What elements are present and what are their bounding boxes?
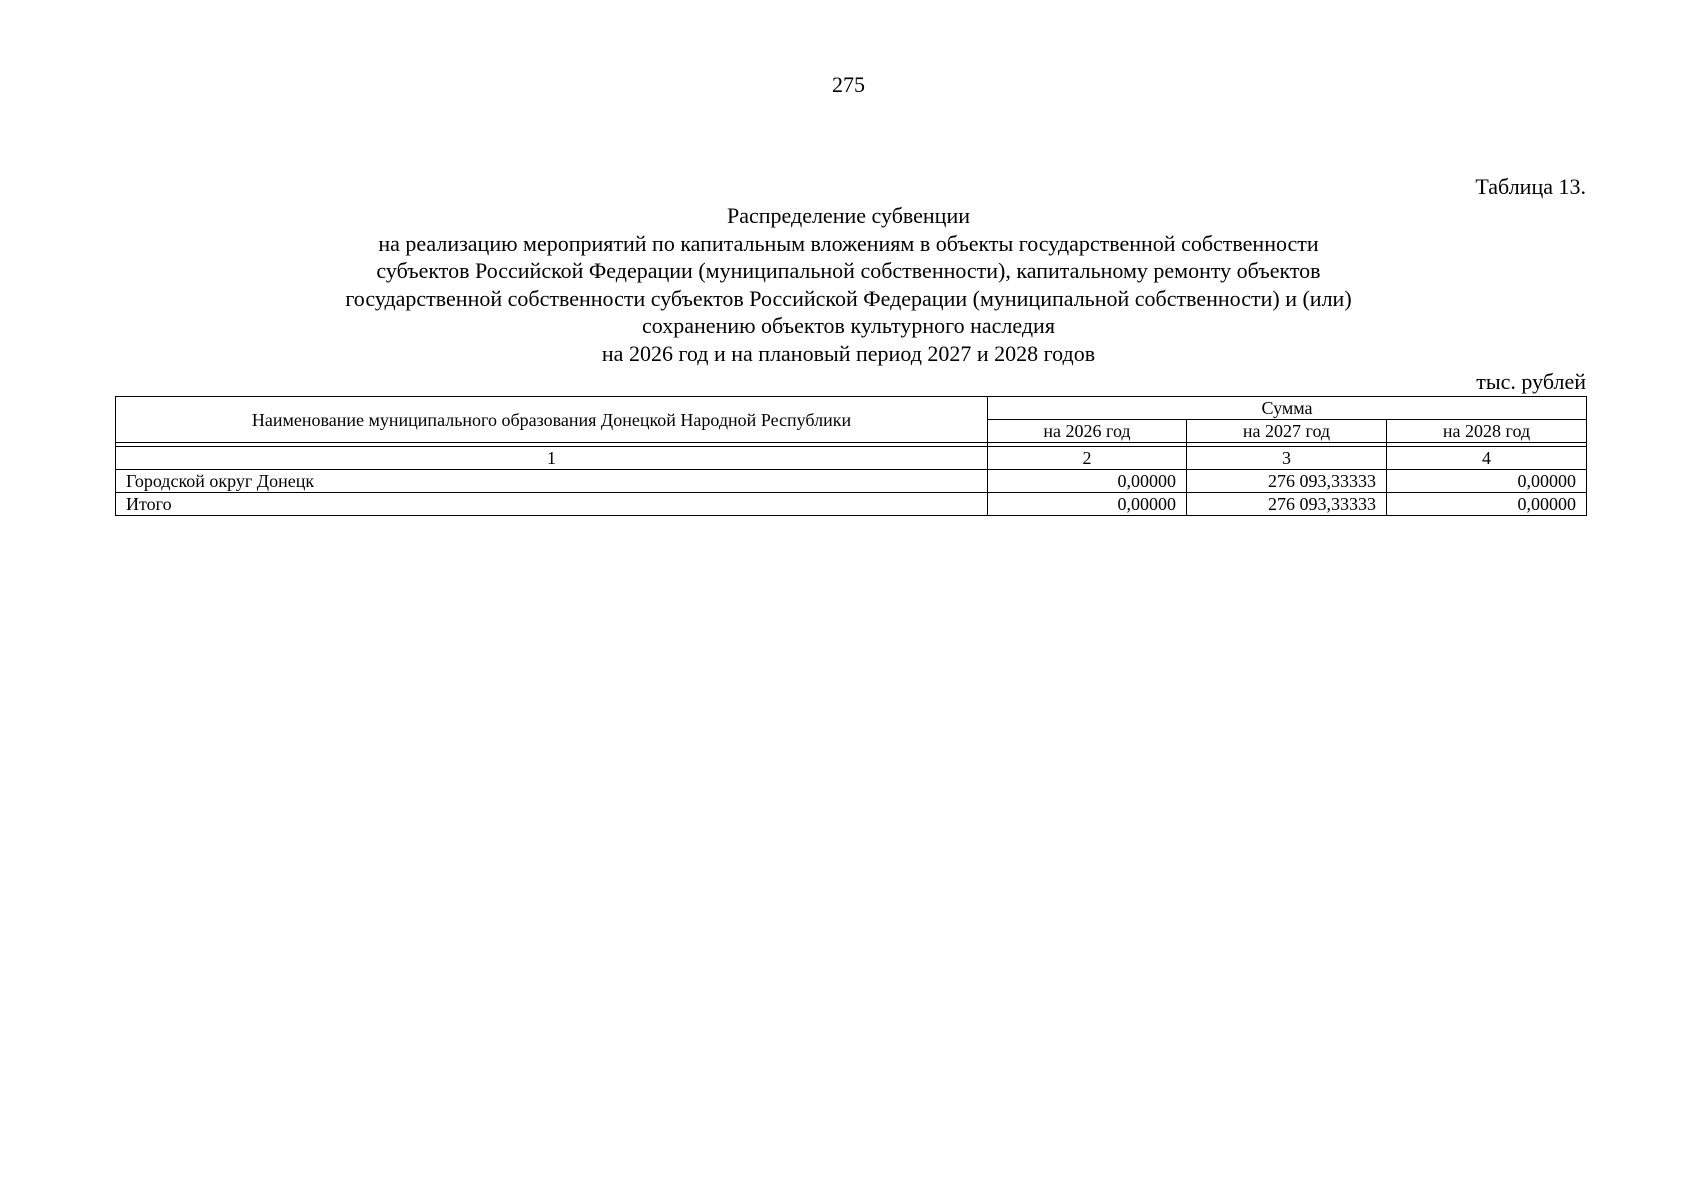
- header-sum: Сумма: [988, 397, 1587, 420]
- title-line: на реализацию мероприятий по капитальным вложениям в объекты государственной собственности: [378, 230, 1319, 256]
- subvention-table: [115, 396, 1587, 516]
- header-municipality: Наименование муниципального образования Донецкой Народной Республики: [116, 397, 988, 443]
- column-number: 4: [1387, 447, 1587, 470]
- total-2026: 0,00000: [988, 493, 1187, 516]
- table-row: [116, 470, 1587, 493]
- column-number: 3: [1187, 447, 1387, 470]
- total-row: [116, 493, 1587, 516]
- header-year-2028: на 2028 год: [1387, 420, 1587, 443]
- column-number: 2: [988, 447, 1187, 470]
- title-line: субъектов Российской Федерации (муниципальной собственности), капитальному ремонту объектов: [376, 258, 1321, 283]
- table-header-row: [116, 397, 1587, 420]
- total-label: Итого: [116, 493, 988, 516]
- title-line: сохранению объектов культурного наследия: [642, 313, 1055, 338]
- units-label: тыс. рублей: [1476, 369, 1586, 394]
- column-number: 1: [116, 447, 988, 470]
- header-year-2027: на 2027 год: [1187, 420, 1387, 443]
- page-number: 275: [832, 72, 865, 97]
- header-year-2026: на 2026 год: [988, 420, 1187, 443]
- document-title: [0, 202, 1697, 367]
- municipality-name: Городской округ Донецк: [116, 470, 988, 493]
- amount-2026: 0,00000: [988, 470, 1187, 493]
- title-line: на 2026 год и на плановый период 2027 и 2028 годов: [601, 340, 1096, 366]
- total-2028: 0,00000: [1387, 493, 1587, 516]
- table-label: Таблица 13.: [1475, 174, 1586, 199]
- title-line: государственной собственности субъектов Российской Федерации (муниципальной собственности) и (или): [345, 285, 1352, 311]
- amount-2027: 276 093,33333: [1187, 470, 1387, 493]
- total-2027: 276 093,33333: [1187, 493, 1387, 516]
- title-line: Распределение субвенции: [726, 203, 971, 228]
- column-numbers-row: [116, 447, 1587, 470]
- amount-2028: 0,00000: [1387, 470, 1587, 493]
